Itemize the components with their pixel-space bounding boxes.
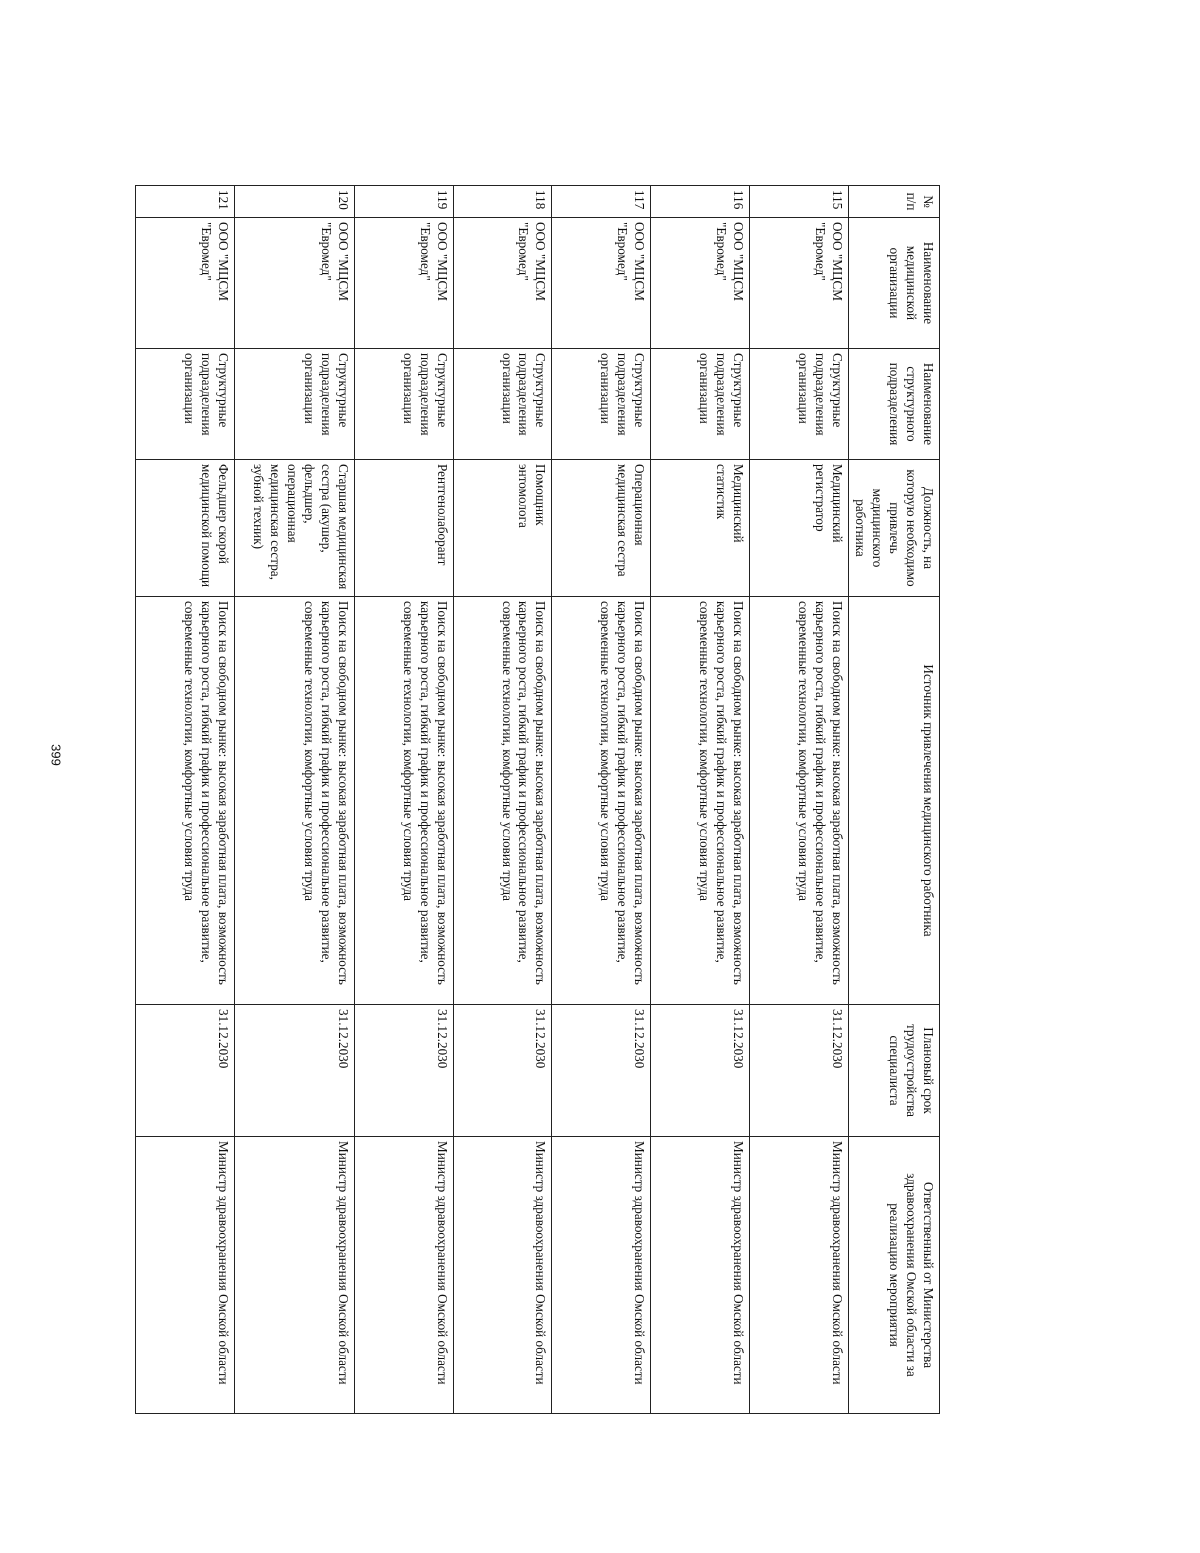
- cell-responsible: Министр здравоохранения Омской области: [453, 1137, 552, 1414]
- cell-num: 120: [234, 186, 354, 218]
- cell-num: 115: [749, 186, 848, 218]
- cell-org: ООО "МЦСМ "Евромед": [354, 218, 453, 349]
- cell-date: 31.12.2030: [453, 1005, 552, 1137]
- cell-unit: Структурные подразделения организации: [234, 349, 354, 460]
- cell-unit: Структурные подразделения организации: [453, 349, 552, 460]
- cell-position: Медицинский регистратор: [749, 460, 848, 597]
- cell-unit: Структурные подразделения организации: [552, 349, 651, 460]
- cell-num: 116: [651, 186, 750, 218]
- table-row: [749, 186, 848, 1414]
- page-number: [46, 735, 66, 775]
- table-row: [136, 186, 235, 1414]
- cell-date: 31.12.2030: [749, 1005, 848, 1137]
- cell-unit: Структурные подразделения организации: [749, 349, 848, 460]
- cell-org: ООО "МЦСМ "Евромед": [651, 218, 750, 349]
- cell-source: Поиск на свободном рынке: высокая заработная плата, возможность карьерного роста, гибкий график и профессиональное развитие, современные технологии, комфортные условия труда: [354, 597, 453, 1005]
- cell-source: Поиск на свободном рынке: высокая заработная плата, возможность карьерного роста, гибкий график и профессиональное развитие, современные технологии, комфортные условия труда: [136, 597, 235, 1005]
- cell-source: Поиск на свободном рынке: высокая заработная плата, возможность карьерного роста, гибкий график и профессиональное развитие, современные технологии, комфортные условия труда: [552, 597, 651, 1005]
- cell-unit: Структурные подразделения организации: [136, 349, 235, 460]
- cell-unit: Структурные подразделения организации: [651, 349, 750, 460]
- cell-org: ООО "МЦСМ "Евромед": [453, 218, 552, 349]
- cell-responsible: Министр здравоохранения Омской области: [354, 1137, 453, 1414]
- table-row: [453, 186, 552, 1414]
- cell-position: Медицинский статистик: [651, 460, 750, 597]
- header-responsible: Ответственный от Министерства здравоохранения Омской области за реализацию мероприятия: [848, 1137, 939, 1414]
- cell-org: ООО "МЦСМ "Евромед": [552, 218, 651, 349]
- cell-responsible: Министр здравоохранения Омской области: [749, 1137, 848, 1414]
- staffing-table: [135, 185, 940, 1414]
- cell-date: 31.12.2030: [234, 1005, 354, 1137]
- cell-org: ООО "МЦСМ "Евромед": [749, 218, 848, 349]
- cell-source: Поиск на свободном рынке: высокая заработная плата, возможность карьерного роста, гибкий график и профессиональное развитие, современные технологии, комфортные условия труда: [749, 597, 848, 1005]
- cell-date: 31.12.2030: [354, 1005, 453, 1137]
- cell-num: 119: [354, 186, 453, 218]
- cell-position: Операционная медицинская сестра: [552, 460, 651, 597]
- cell-position: Фельдшер скорой медицинской помощи: [136, 460, 235, 597]
- cell-org: ООО "МЦСМ "Евромед": [234, 218, 354, 349]
- header-source: Источник привлечения медицинского работника: [848, 597, 939, 1005]
- cell-num: 117: [552, 186, 651, 218]
- table-row: [552, 186, 651, 1414]
- cell-position: Помощник энтомолога: [453, 460, 552, 597]
- cell-source: Поиск на свободном рынке: высокая заработная плата, возможность карьерного роста, гибкий график и профессиональное развитие, современные технологии, комфортные условия труда: [651, 597, 750, 1005]
- cell-num: 121: [136, 186, 235, 218]
- page-number-text: 399: [48, 744, 64, 766]
- header-position: Должность, на которую необходимо привлечь медицинского работника: [848, 460, 939, 597]
- cell-date: 31.12.2030: [651, 1005, 750, 1137]
- cell-org: ООО "МЦСМ "Евромед": [136, 218, 235, 349]
- header-date: Плановый срок трудоустройства специалиста: [848, 1005, 939, 1137]
- table-container: [135, 185, 940, 1413]
- table-row: [651, 186, 750, 1414]
- cell-source: Поиск на свободном рынке: высокая заработная плата, возможность карьерного роста, гибкий график и профессиональное развитие, современные технологии, комфортные условия труда: [453, 597, 552, 1005]
- cell-position: Старшая медицинская сестра (акушер, фельдшер, операционная медицинская сестра, зубной техник): [234, 460, 354, 597]
- table-row: [234, 186, 354, 1414]
- cell-num: 118: [453, 186, 552, 218]
- cell-responsible: Министр здравоохранения Омской области: [552, 1137, 651, 1414]
- cell-responsible: Министр здравоохранения Омской области: [651, 1137, 750, 1414]
- cell-responsible: Министр здравоохранения Омской области: [136, 1137, 235, 1414]
- header-unit: Наименование структурного подразделения: [848, 349, 939, 460]
- header-num: № п/п: [848, 186, 939, 218]
- header-row: [848, 186, 939, 1414]
- cell-responsible: Министр здравоохранения Омской области: [234, 1137, 354, 1414]
- cell-date: 31.12.2030: [552, 1005, 651, 1137]
- cell-source: Поиск на свободном рынке: высокая заработная плата, возможность карьерного роста, гибкий график и профессиональное развитие, современные технологии, комфортные условия труда: [234, 597, 354, 1005]
- table-row: [354, 186, 453, 1414]
- cell-unit: Структурные подразделения организации: [354, 349, 453, 460]
- cell-date: 31.12.2030: [136, 1005, 235, 1137]
- header-org: Наименование медицинской организации: [848, 218, 939, 349]
- cell-position: Рентгенолаборант: [354, 460, 453, 597]
